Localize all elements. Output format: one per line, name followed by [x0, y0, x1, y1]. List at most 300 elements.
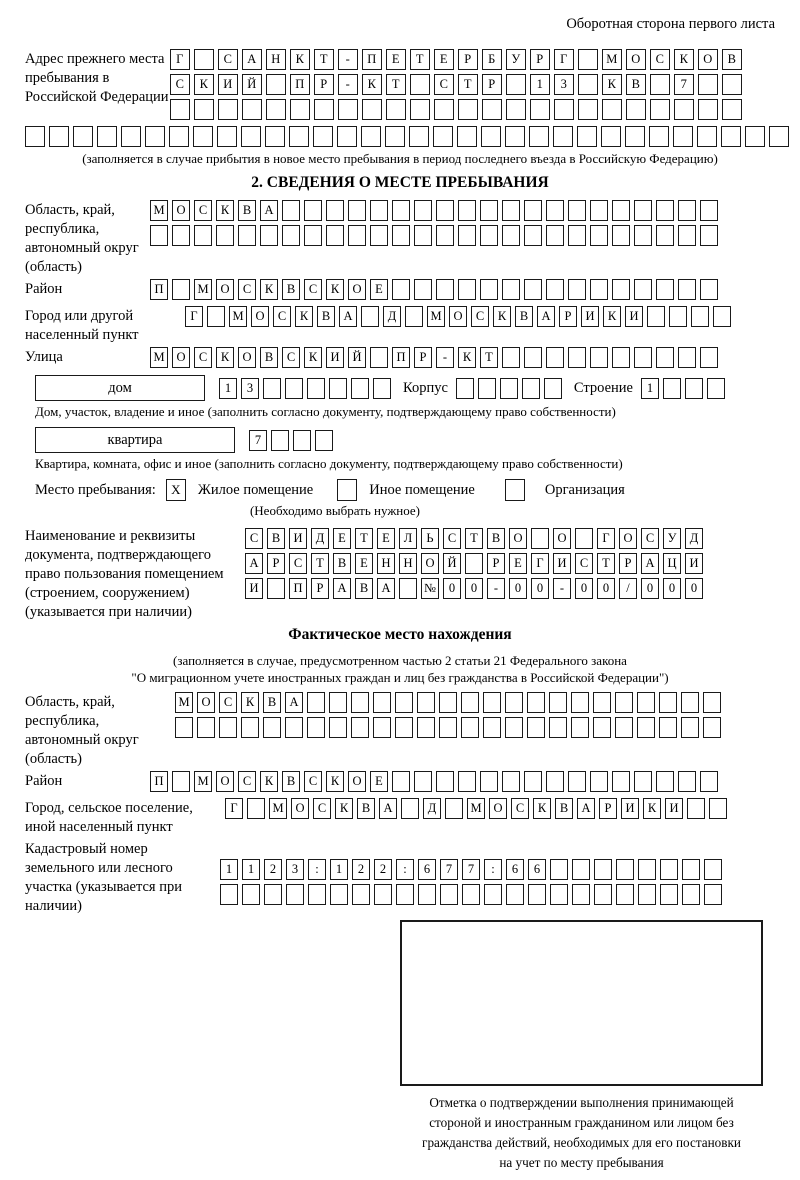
char-cell[interactable]: О [172, 347, 190, 368]
char-cell[interactable] [193, 126, 213, 147]
char-cell[interactable]: : [484, 859, 502, 880]
char-cell[interactable]: С [282, 347, 300, 368]
char-cell[interactable]: Й [348, 347, 366, 368]
char-cell[interactable] [647, 306, 665, 327]
char-cell[interactable] [265, 126, 285, 147]
char-cell[interactable] [370, 200, 388, 221]
char-cell[interactable] [266, 74, 286, 95]
char-cell[interactable]: В [487, 528, 505, 549]
char-cell[interactable]: Р [482, 74, 502, 95]
char-cell[interactable] [293, 430, 311, 451]
char-cell[interactable]: К [260, 771, 278, 792]
char-cell[interactable] [700, 225, 718, 246]
char-cell[interactable]: К [603, 306, 621, 327]
char-cell[interactable]: 0 [663, 578, 681, 599]
char-cell[interactable]: Т [314, 49, 334, 70]
char-cell[interactable] [722, 74, 742, 95]
char-cell[interactable]: М [269, 798, 287, 819]
char-cell[interactable]: М [194, 771, 212, 792]
char-cell[interactable]: А [285, 692, 303, 713]
char-cell[interactable]: С [219, 692, 237, 713]
char-cell[interactable] [410, 74, 430, 95]
char-cell[interactable]: В [282, 279, 300, 300]
char-cell[interactable] [500, 378, 518, 399]
char-cell[interactable]: В [282, 771, 300, 792]
char-cell[interactable]: К [216, 200, 234, 221]
char-cell[interactable] [266, 99, 286, 120]
char-cell[interactable]: О [449, 306, 467, 327]
char-cell[interactable] [458, 225, 476, 246]
char-cell[interactable]: 0 [465, 578, 483, 599]
char-cell[interactable] [396, 884, 414, 905]
char-cell[interactable] [502, 225, 520, 246]
char-cell[interactable] [286, 884, 304, 905]
char-cell[interactable]: А [379, 798, 397, 819]
char-cell[interactable]: В [357, 798, 375, 819]
char-cell[interactable] [544, 378, 562, 399]
char-cell[interactable] [414, 225, 432, 246]
char-cell[interactable]: П [362, 49, 382, 70]
char-cell[interactable] [97, 126, 117, 147]
char-cell[interactable] [480, 279, 498, 300]
char-cell[interactable] [594, 859, 612, 880]
char-cell[interactable]: О [626, 49, 646, 70]
char-cell[interactable] [417, 692, 435, 713]
char-cell[interactable]: М [602, 49, 622, 70]
char-cell[interactable]: В [317, 306, 335, 327]
char-cell[interactable] [414, 200, 432, 221]
char-cell[interactable] [660, 859, 678, 880]
char-cell[interactable]: К [643, 798, 661, 819]
char-cell[interactable] [461, 717, 479, 738]
char-cell[interactable] [289, 126, 309, 147]
char-cell[interactable]: О [251, 306, 269, 327]
char-cell[interactable] [242, 99, 262, 120]
char-cell[interactable] [399, 578, 417, 599]
char-cell[interactable] [704, 859, 722, 880]
char-cell[interactable] [649, 126, 669, 147]
char-cell[interactable]: - [436, 347, 454, 368]
char-cell[interactable]: К [194, 74, 214, 95]
char-cell[interactable] [458, 771, 476, 792]
char-cell[interactable]: О [291, 798, 309, 819]
char-cell[interactable] [121, 126, 141, 147]
char-cell[interactable] [458, 99, 478, 120]
char-cell[interactable] [436, 225, 454, 246]
char-cell[interactable]: 1 [530, 74, 550, 95]
char-cell[interactable]: А [377, 578, 395, 599]
char-cell[interactable]: Р [619, 553, 637, 574]
char-cell[interactable] [660, 884, 678, 905]
char-cell[interactable] [656, 225, 674, 246]
char-cell[interactable]: Г [225, 798, 243, 819]
char-cell[interactable] [572, 884, 590, 905]
char-cell[interactable] [370, 225, 388, 246]
char-cell[interactable]: К [216, 347, 234, 368]
char-cell[interactable] [530, 99, 550, 120]
char-cell[interactable]: А [641, 553, 659, 574]
char-cell[interactable] [578, 99, 598, 120]
char-cell[interactable] [480, 771, 498, 792]
char-cell[interactable]: Й [443, 553, 461, 574]
char-cell[interactable]: С [304, 279, 322, 300]
char-cell[interactable] [370, 347, 388, 368]
char-cell[interactable] [362, 99, 382, 120]
char-cell[interactable] [351, 692, 369, 713]
char-cell[interactable]: К [241, 692, 259, 713]
char-cell[interactable] [575, 528, 593, 549]
char-cell[interactable] [612, 347, 630, 368]
char-cell[interactable] [659, 692, 677, 713]
char-cell[interactable]: П [392, 347, 410, 368]
char-cell[interactable] [395, 717, 413, 738]
char-cell[interactable] [506, 884, 524, 905]
char-cell[interactable]: - [338, 49, 358, 70]
char-cell[interactable] [546, 225, 564, 246]
char-cell[interactable]: 0 [443, 578, 461, 599]
char-cell[interactable] [577, 126, 597, 147]
char-cell[interactable] [307, 692, 325, 713]
char-cell[interactable]: Е [434, 49, 454, 70]
char-cell[interactable] [656, 771, 674, 792]
char-cell[interactable]: А [333, 578, 351, 599]
char-cell[interactable]: 1 [219, 378, 237, 399]
char-cell[interactable]: А [245, 553, 263, 574]
char-cell[interactable] [439, 717, 457, 738]
char-cell[interactable] [304, 200, 322, 221]
char-cell[interactable]: 1 [220, 859, 238, 880]
char-cell[interactable] [414, 279, 432, 300]
char-cell[interactable] [480, 225, 498, 246]
char-cell[interactable]: С [245, 528, 263, 549]
char-cell[interactable] [700, 279, 718, 300]
char-cell[interactable]: В [238, 200, 256, 221]
char-cell[interactable]: О [509, 528, 527, 549]
char-cell[interactable] [638, 859, 656, 880]
char-cell[interactable] [374, 884, 392, 905]
char-cell[interactable] [546, 200, 564, 221]
char-cell[interactable] [546, 347, 564, 368]
char-cell[interactable] [685, 378, 703, 399]
char-cell[interactable] [713, 306, 731, 327]
char-cell[interactable]: 6 [506, 859, 524, 880]
char-cell[interactable] [172, 771, 190, 792]
char-cell[interactable] [392, 771, 410, 792]
char-cell[interactable] [145, 126, 165, 147]
char-cell[interactable]: К [260, 279, 278, 300]
char-cell[interactable] [481, 126, 501, 147]
char-cell[interactable] [329, 378, 347, 399]
char-cell[interactable] [194, 49, 214, 70]
char-cell[interactable] [197, 717, 215, 738]
char-cell[interactable] [707, 378, 725, 399]
char-cell[interactable]: Р [559, 306, 577, 327]
char-cell[interactable]: О [421, 553, 439, 574]
char-cell[interactable] [769, 126, 789, 147]
char-cell[interactable]: С [575, 553, 593, 574]
char-cell[interactable]: О [216, 279, 234, 300]
char-cell[interactable] [307, 378, 325, 399]
char-cell[interactable] [326, 200, 344, 221]
char-cell[interactable]: М [175, 692, 193, 713]
char-cell[interactable]: А [537, 306, 555, 327]
char-cell[interactable]: 0 [685, 578, 703, 599]
char-cell[interactable]: А [339, 306, 357, 327]
char-cell[interactable] [150, 225, 168, 246]
char-cell[interactable] [313, 126, 333, 147]
char-cell[interactable] [682, 884, 700, 905]
char-cell[interactable] [568, 279, 586, 300]
char-cell[interactable]: Д [423, 798, 441, 819]
char-cell[interactable] [571, 717, 589, 738]
char-cell[interactable]: С [194, 200, 212, 221]
char-cell[interactable]: Т [311, 553, 329, 574]
char-cell[interactable] [386, 99, 406, 120]
char-cell[interactable]: 2 [374, 859, 392, 880]
char-cell[interactable] [457, 126, 477, 147]
char-cell[interactable] [220, 884, 238, 905]
char-cell[interactable]: М [427, 306, 445, 327]
char-cell[interactable] [218, 99, 238, 120]
char-cell[interactable] [626, 99, 646, 120]
char-cell[interactable] [663, 378, 681, 399]
char-cell[interactable]: Д [383, 306, 401, 327]
char-cell[interactable]: И [621, 798, 639, 819]
char-cell[interactable]: С [289, 553, 307, 574]
char-cell[interactable] [529, 126, 549, 147]
char-cell[interactable] [439, 692, 457, 713]
char-cell[interactable]: 1 [330, 859, 348, 880]
char-cell[interactable]: П [289, 578, 307, 599]
char-cell[interactable]: Е [370, 279, 388, 300]
char-cell[interactable]: 1 [242, 859, 260, 880]
char-cell[interactable]: В [355, 578, 373, 599]
char-cell[interactable] [678, 200, 696, 221]
char-cell[interactable] [524, 347, 542, 368]
char-cell[interactable] [49, 126, 69, 147]
char-cell[interactable]: С [443, 528, 461, 549]
char-cell[interactable] [590, 771, 608, 792]
char-cell[interactable]: 3 [241, 378, 259, 399]
char-cell[interactable] [392, 279, 410, 300]
char-cell[interactable] [329, 692, 347, 713]
char-cell[interactable]: - [487, 578, 505, 599]
char-cell[interactable]: И [553, 553, 571, 574]
char-cell[interactable] [414, 771, 432, 792]
house-type-box[interactable]: дом [35, 375, 205, 401]
char-cell[interactable] [709, 798, 727, 819]
checkbox-other-premises[interactable] [337, 479, 357, 501]
char-cell[interactable]: И [685, 553, 703, 574]
char-cell[interactable]: У [663, 528, 681, 549]
char-cell[interactable]: Г [597, 528, 615, 549]
char-cell[interactable] [462, 884, 480, 905]
char-cell[interactable] [194, 99, 214, 120]
char-cell[interactable] [326, 225, 344, 246]
char-cell[interactable]: К [362, 74, 382, 95]
char-cell[interactable]: 0 [531, 578, 549, 599]
char-cell[interactable]: 3 [554, 74, 574, 95]
char-cell[interactable]: - [553, 578, 571, 599]
char-cell[interactable] [409, 126, 429, 147]
char-cell[interactable]: М [194, 279, 212, 300]
char-cell[interactable] [590, 347, 608, 368]
char-cell[interactable] [682, 859, 700, 880]
char-cell[interactable] [594, 884, 612, 905]
char-cell[interactable]: 7 [462, 859, 480, 880]
char-cell[interactable] [314, 99, 334, 120]
char-cell[interactable]: К [493, 306, 511, 327]
char-cell[interactable]: М [150, 200, 168, 221]
char-cell[interactable] [700, 347, 718, 368]
char-cell[interactable] [568, 225, 586, 246]
char-cell[interactable] [638, 884, 656, 905]
char-cell[interactable] [308, 884, 326, 905]
char-cell[interactable] [554, 99, 574, 120]
char-cell[interactable] [524, 279, 542, 300]
char-cell[interactable]: Т [355, 528, 373, 549]
char-cell[interactable] [634, 279, 652, 300]
char-cell[interactable]: С [218, 49, 238, 70]
char-cell[interactable]: 2 [264, 859, 282, 880]
char-cell[interactable]: О [216, 771, 234, 792]
char-cell[interactable]: 6 [418, 859, 436, 880]
char-cell[interactable] [590, 225, 608, 246]
char-cell[interactable] [650, 99, 670, 120]
char-cell[interactable] [217, 126, 237, 147]
char-cell[interactable] [418, 884, 436, 905]
char-cell[interactable] [483, 692, 501, 713]
char-cell[interactable]: Р [487, 553, 505, 574]
char-cell[interactable] [241, 126, 261, 147]
char-cell[interactable] [73, 126, 93, 147]
char-cell[interactable]: Ь [421, 528, 439, 549]
char-cell[interactable]: О [698, 49, 718, 70]
char-cell[interactable]: Р [530, 49, 550, 70]
char-cell[interactable] [484, 884, 502, 905]
char-cell[interactable]: О [197, 692, 215, 713]
char-cell[interactable] [170, 99, 190, 120]
char-cell[interactable] [260, 225, 278, 246]
char-cell[interactable]: О [172, 200, 190, 221]
char-cell[interactable] [483, 717, 501, 738]
char-cell[interactable]: Л [399, 528, 417, 549]
char-cell[interactable] [505, 692, 523, 713]
char-cell[interactable] [348, 200, 366, 221]
char-cell[interactable]: С [304, 771, 322, 792]
char-cell[interactable]: И [218, 74, 238, 95]
char-cell[interactable]: В [555, 798, 573, 819]
char-cell[interactable] [656, 347, 674, 368]
char-cell[interactable] [531, 528, 549, 549]
char-cell[interactable] [546, 771, 564, 792]
char-cell[interactable] [175, 717, 193, 738]
char-cell[interactable] [704, 884, 722, 905]
char-cell[interactable]: С [434, 74, 454, 95]
char-cell[interactable] [590, 279, 608, 300]
char-cell[interactable] [373, 717, 391, 738]
char-cell[interactable]: М [150, 347, 168, 368]
char-cell[interactable] [219, 717, 237, 738]
char-cell[interactable] [571, 692, 589, 713]
char-cell[interactable]: Е [355, 553, 373, 574]
char-cell[interactable] [392, 200, 410, 221]
char-cell[interactable] [307, 717, 325, 738]
char-cell[interactable] [304, 225, 322, 246]
char-cell[interactable]: И [665, 798, 683, 819]
char-cell[interactable] [572, 859, 590, 880]
char-cell[interactable] [698, 99, 718, 120]
char-cell[interactable]: : [308, 859, 326, 880]
char-cell[interactable]: Д [311, 528, 329, 549]
char-cell[interactable]: Г [554, 49, 574, 70]
char-cell[interactable] [502, 200, 520, 221]
char-cell[interactable]: Н [377, 553, 395, 574]
char-cell[interactable]: О [238, 347, 256, 368]
char-cell[interactable] [506, 74, 526, 95]
char-cell[interactable]: А [242, 49, 262, 70]
char-cell[interactable]: С [238, 279, 256, 300]
char-cell[interactable]: К [602, 74, 622, 95]
char-cell[interactable] [721, 126, 741, 147]
char-cell[interactable]: Р [599, 798, 617, 819]
char-cell[interactable]: С [641, 528, 659, 549]
char-cell[interactable] [650, 74, 670, 95]
char-cell[interactable]: : [396, 859, 414, 880]
char-cell[interactable]: Р [414, 347, 432, 368]
char-cell[interactable] [601, 126, 621, 147]
char-cell[interactable]: О [348, 279, 366, 300]
char-cell[interactable]: Т [597, 553, 615, 574]
char-cell[interactable]: 0 [575, 578, 593, 599]
char-cell[interactable] [673, 126, 693, 147]
char-cell[interactable] [282, 200, 300, 221]
char-cell[interactable] [456, 378, 474, 399]
char-cell[interactable]: Г [531, 553, 549, 574]
char-cell[interactable] [395, 692, 413, 713]
char-cell[interactable] [436, 771, 454, 792]
char-cell[interactable]: К [304, 347, 322, 368]
char-cell[interactable] [691, 306, 709, 327]
char-cell[interactable]: Т [458, 74, 478, 95]
char-cell[interactable] [681, 717, 699, 738]
char-cell[interactable]: Т [465, 528, 483, 549]
char-cell[interactable]: С [471, 306, 489, 327]
char-cell[interactable] [169, 126, 189, 147]
char-cell[interactable]: Н [399, 553, 417, 574]
char-cell[interactable]: В [333, 553, 351, 574]
char-cell[interactable]: М [229, 306, 247, 327]
char-cell[interactable] [505, 126, 525, 147]
char-cell[interactable]: 6 [528, 859, 546, 880]
char-cell[interactable] [482, 99, 502, 120]
char-cell[interactable] [465, 553, 483, 574]
char-cell[interactable] [578, 74, 598, 95]
char-cell[interactable] [478, 378, 496, 399]
char-cell[interactable] [361, 126, 381, 147]
char-cell[interactable]: О [348, 771, 366, 792]
char-cell[interactable]: Р [267, 553, 285, 574]
char-cell[interactable]: М [467, 798, 485, 819]
char-cell[interactable]: С [313, 798, 331, 819]
char-cell[interactable] [461, 692, 479, 713]
char-cell[interactable]: Ц [663, 553, 681, 574]
char-cell[interactable]: 2 [352, 859, 370, 880]
char-cell[interactable]: 7 [440, 859, 458, 880]
char-cell[interactable] [436, 200, 454, 221]
char-cell[interactable]: Н [266, 49, 286, 70]
char-cell[interactable] [172, 225, 190, 246]
